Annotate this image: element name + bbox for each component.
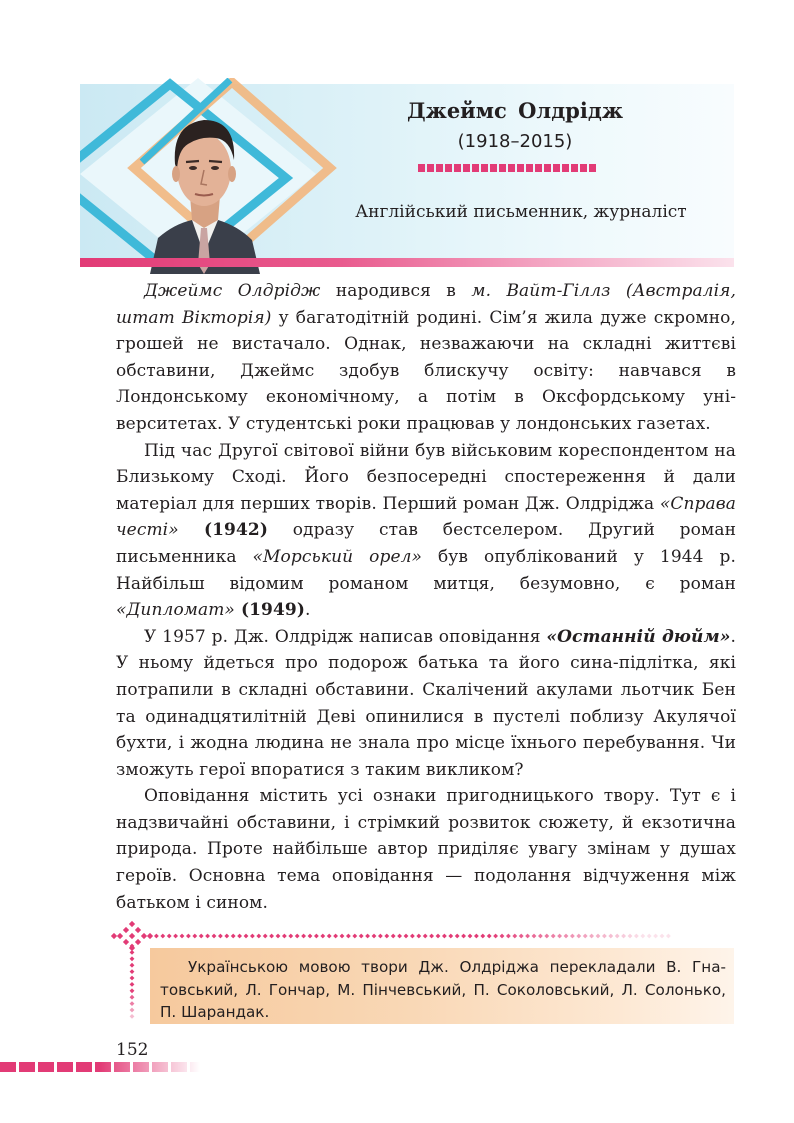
decorative-dot	[130, 956, 135, 961]
decorative-dot	[218, 934, 223, 939]
decorative-dot	[365, 934, 370, 939]
decorative-dot	[173, 934, 178, 939]
decorative-dot	[141, 933, 147, 939]
decorative-dot	[147, 933, 153, 939]
work-year: (1942)	[178, 520, 268, 541]
decorative-dot	[111, 933, 117, 939]
paragraph-3	[116, 624, 736, 784]
decorative-dot	[180, 934, 185, 939]
decorative-dot	[557, 934, 562, 939]
decorative-dot	[372, 934, 377, 939]
decorative-dot	[130, 1001, 135, 1006]
decorative-dot	[640, 934, 645, 939]
decorative-dot	[448, 934, 453, 939]
text-span: у багатодітній родині. Сім’я жила дуже скромно, грошей не вистачало. Однак, незважаючи на складні життєві обставини, Джеймс здобув блискучу освіту: навчався в Лондонському економічному, а потім в Оксфордському університетах. У студентські роки працював у лондонських газетах.	[116, 307, 736, 434]
author-role: Англійський письменник, журналіст	[355, 202, 687, 222]
decorative-dot	[532, 934, 537, 939]
decorative-dot	[130, 995, 135, 1000]
decorative-dot	[404, 934, 409, 939]
author-header	[80, 78, 734, 274]
text-span: Оповідання містить усі ознаки пригодницького твору. Тут є і надзвичайні обставини, і стрімкий розвиток сюжету, й екзотична природа. Проте найбільше автор приділяє увагу змінам у душах героїв. Основна тема оповідання — подолання відчуження між батьком і сином.	[116, 786, 736, 913]
decorative-dot	[570, 934, 575, 939]
decorative-dot	[130, 988, 135, 993]
decorative-dot	[468, 934, 473, 939]
decorative-dot	[263, 934, 268, 939]
decorative-dot	[525, 934, 530, 939]
decorative-dot	[378, 934, 383, 939]
decorative-dot	[544, 934, 549, 939]
header-divider	[80, 258, 734, 267]
birthplace: м. Вайт-Гіллз (Австралія, штат Вікторія)	[116, 281, 736, 328]
decorative-dot	[160, 934, 165, 939]
decorative-dot	[192, 934, 197, 939]
decorative-dot	[480, 934, 485, 939]
translators-note	[160, 956, 726, 1024]
decorative-dot	[123, 927, 129, 933]
decorative-dot	[224, 934, 229, 939]
decorative-dot	[135, 939, 141, 945]
paragraph-2	[116, 438, 736, 624]
decorative-dot	[500, 934, 505, 939]
decorative-dot	[276, 934, 281, 939]
decorative-dot	[123, 939, 129, 945]
decorative-dot	[333, 934, 338, 939]
decorative-dot	[130, 963, 135, 968]
work-title: «Дипломат»	[116, 600, 235, 621]
decorative-dot	[397, 934, 402, 939]
decorative-dot	[512, 934, 517, 939]
text-span: одразу став бестселером. Другий роман письменника	[116, 520, 736, 567]
decorative-dot	[506, 934, 511, 939]
decorative-dot	[130, 976, 135, 981]
decorative-dot	[256, 934, 261, 939]
decorative-dot	[167, 934, 172, 939]
decorative-dot	[308, 934, 313, 939]
decorative-dot	[231, 934, 236, 939]
footer-decoration	[0, 1062, 200, 1072]
page-number: 152	[116, 1040, 149, 1060]
decorative-dot	[346, 934, 351, 939]
work-title: «Справа честі»	[116, 493, 736, 541]
decorative-dot	[583, 934, 588, 939]
decorative-dot	[129, 933, 135, 939]
author-portrait-frame	[80, 78, 380, 274]
decorative-dot	[288, 934, 293, 939]
decorative-dot	[250, 934, 255, 939]
paragraph-4	[116, 783, 736, 916]
decorative-dot	[327, 934, 332, 939]
decorative-dot	[416, 934, 421, 939]
decorative-dot	[135, 927, 141, 933]
decorative-dot	[589, 934, 594, 939]
text-span: Під час Другої світової війни був військовим кореспондентом на Близькому Сході. Його безпосередні спостереження й дали матеріал для перших творів. Перший роман Дж. Олдріджа	[116, 440, 736, 514]
decorative-dot	[295, 934, 300, 939]
decorative-dot	[455, 934, 460, 939]
decorative-dot	[384, 934, 389, 939]
author-name-inline: Джеймс Олдрідж	[144, 281, 321, 301]
decorative-dot	[538, 934, 543, 939]
decorative-dot	[320, 934, 325, 939]
decorative-dot	[244, 934, 249, 939]
decorative-dots	[418, 164, 596, 172]
decorative-dot	[205, 934, 210, 939]
decorative-dot	[442, 934, 447, 939]
decorative-dot	[576, 934, 581, 939]
decorative-dot	[410, 934, 415, 939]
decorative-dot	[130, 1008, 135, 1013]
decorative-dot	[608, 934, 613, 939]
decorative-dot	[314, 934, 319, 939]
decorative-dot	[282, 934, 287, 939]
decorative-dot	[551, 934, 556, 939]
decorative-dot	[340, 934, 345, 939]
decorative-dot	[653, 934, 658, 939]
decorative-dot	[129, 921, 135, 927]
decorative-dot	[628, 934, 633, 939]
decorative-dot	[666, 934, 671, 939]
decorative-dot	[634, 934, 639, 939]
decorative-dot	[130, 1014, 135, 1019]
author-name: Джеймс Олдрідж	[406, 98, 624, 123]
text-span: У 1957 р. Дж. Олдрідж написав оповідання	[144, 626, 547, 647]
decorative-dot	[647, 934, 652, 939]
text-span: . У ньому йдеться про подорож батька та його сина-підлітка, які потрапили в складні обставини. Скалічений акулами льотчик Бен та одинадцятилітній Деві опинилися в пустелі поблизу Акулячої бухти, і жодна людина не знала про місце їхнього перебування. Чи зможуть герої впоратися з таким викликом?	[116, 626, 736, 780]
decorative-dot	[615, 934, 620, 939]
text-span: .	[304, 600, 311, 621]
decorative-dot	[130, 969, 135, 974]
translators-note-text: Українською мовою твори Дж. Олдріджа перекладали В. Гнатовський, Л. Гончар, М. Пінчевський, П. Соколовський, Л. Солонько, П. Шарандак.	[160, 958, 726, 1021]
decorative-dot	[487, 934, 492, 939]
decorative-dot	[474, 934, 479, 939]
decorative-dot	[461, 934, 466, 939]
decorative-dot	[117, 933, 123, 939]
decorative-dot	[391, 934, 396, 939]
text-span: народився в	[320, 281, 472, 301]
author-years: (1918–2015)	[457, 131, 573, 152]
decorative-dot	[519, 934, 524, 939]
decorative-dot	[352, 934, 357, 939]
paragraph-1	[116, 278, 736, 438]
decorative-dot	[186, 934, 191, 939]
decorative-dot	[493, 934, 498, 939]
decorative-dot	[130, 982, 135, 987]
decorative-dot	[154, 934, 159, 939]
decorative-dot	[269, 934, 274, 939]
decorative-dot	[212, 934, 217, 939]
biography-text	[116, 278, 736, 916]
decorative-dot	[660, 934, 665, 939]
decorative-dot	[301, 934, 306, 939]
decorative-dot	[199, 934, 204, 939]
decorative-dot	[423, 934, 428, 939]
decorative-dot	[596, 934, 601, 939]
story-title: «Останній дюйм»	[546, 626, 731, 647]
decorative-dot	[621, 934, 626, 939]
text-span: був опублікований у 1944 р. Найбільш відомим романом митця, безумовно, є роман	[116, 546, 737, 594]
decorative-dot	[436, 934, 441, 939]
decorative-dot	[237, 934, 242, 939]
decorative-dot	[429, 934, 434, 939]
decorative-dot	[564, 934, 569, 939]
work-title: «Морський орел»	[252, 546, 423, 567]
work-year: (1949)	[234, 600, 305, 621]
decorative-dot	[359, 934, 364, 939]
decorative-dot	[602, 934, 607, 939]
